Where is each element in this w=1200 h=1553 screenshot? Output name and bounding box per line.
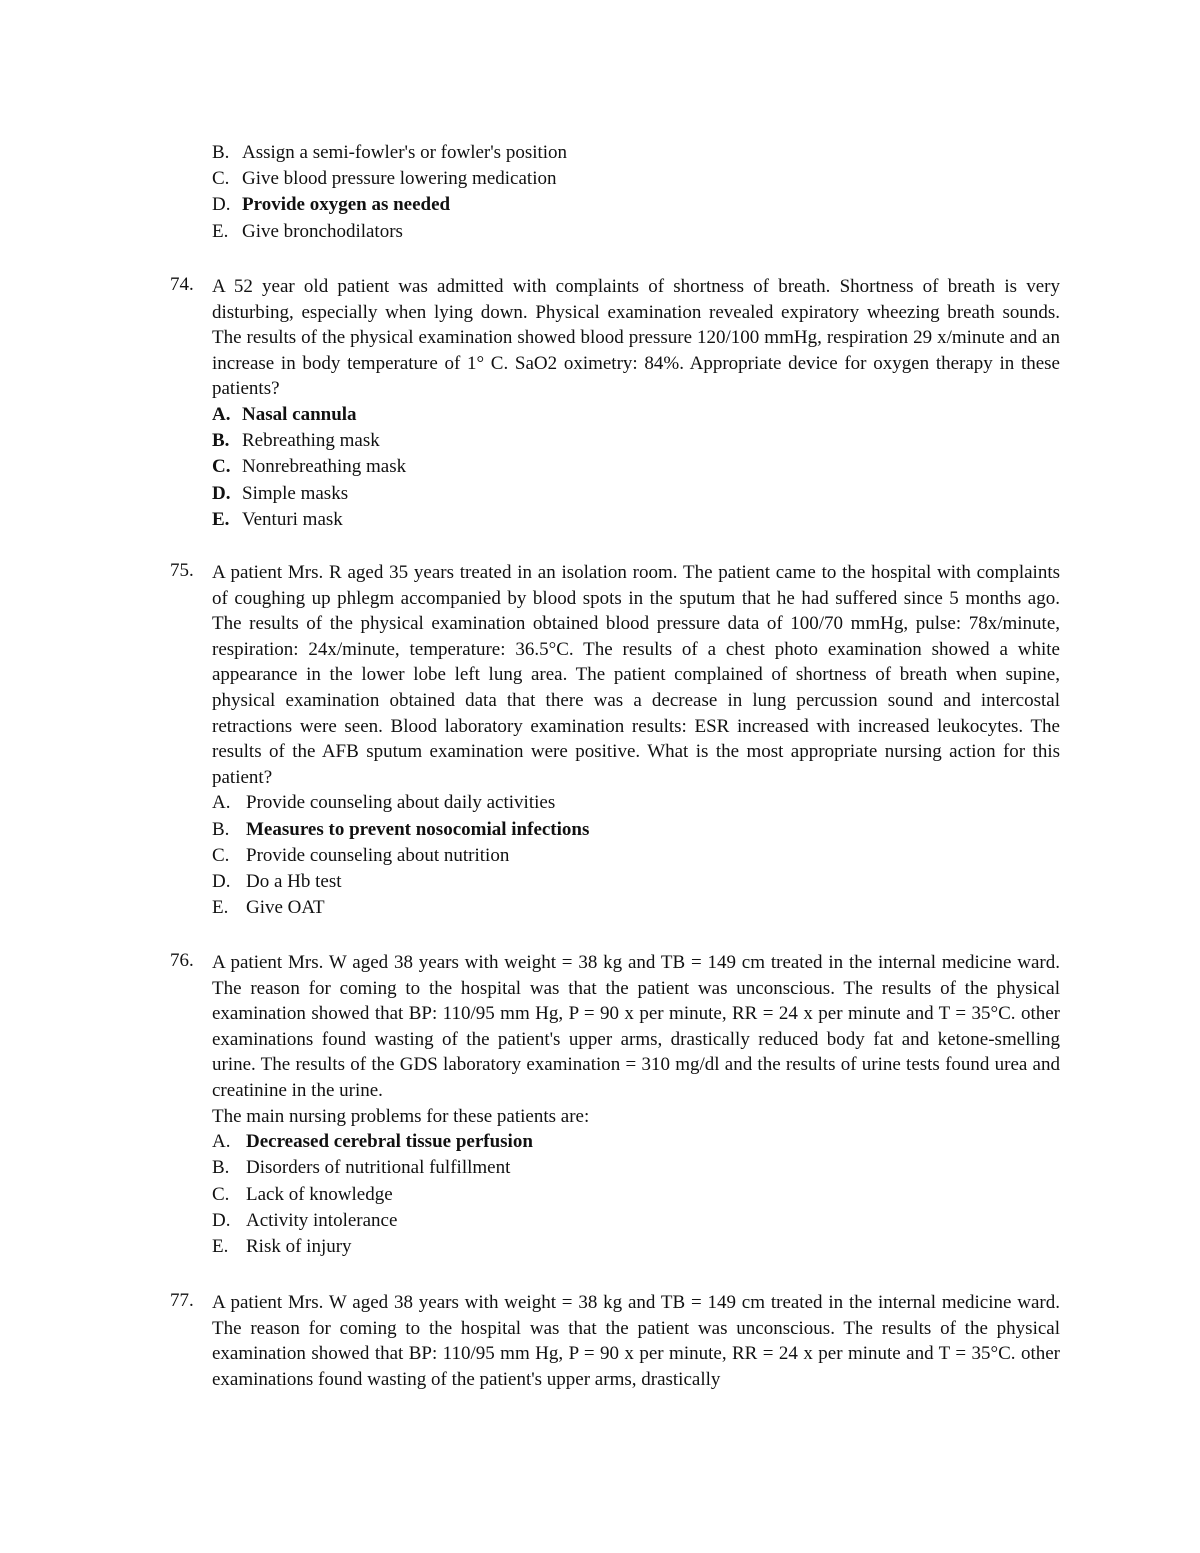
option-73-e bbox=[212, 219, 1060, 245]
option-74-c bbox=[212, 454, 1060, 480]
option-text: Venturi mask bbox=[242, 508, 343, 530]
question-text: A patient Mrs. W aged 38 years with weight = 38 kg and TB = 149 cm treated in the internal medicine ward. The reason for coming to the hospital was that the patient was unconscious. The results of the physical examination showed that BP: 110/95 mm Hg, P = 90 x per minute, RR = 24 x per minute and T = 35°C. other examinations found wasting of the patient's upper arms, drastically reduced body fat and ketone-smelling urine. The results of the GDS laboratory examination = 310 mg/dl and the results of urine tests found urea and creatinine in the urine. bbox=[212, 952, 1060, 1101]
option-letter: E. bbox=[212, 220, 229, 242]
option-text: Risk of injury bbox=[246, 1235, 352, 1257]
option-74-b bbox=[212, 428, 1060, 454]
option-74-d bbox=[212, 481, 1060, 507]
option-letter: C. bbox=[212, 1183, 230, 1205]
option-letter: B. bbox=[212, 142, 230, 163]
question-74 bbox=[170, 274, 1060, 533]
option-text: Give OAT bbox=[246, 897, 325, 919]
question-74-options bbox=[212, 402, 1060, 533]
question-number: 76. bbox=[170, 950, 194, 971]
option-letter: E. bbox=[212, 508, 230, 530]
question-73-tail bbox=[170, 140, 1060, 245]
question-number: 77. bbox=[170, 1290, 194, 1311]
option-73-c bbox=[212, 166, 1060, 192]
option-75-b bbox=[212, 817, 1060, 843]
option-letter: D. bbox=[212, 870, 231, 892]
question-text: A patient Mrs. W aged 38 years with weight = 38 kg and TB = 149 cm treated in the internal medicine ward. The reason for coming to the hospital was that the patient was unconscious. The results of the physical examination showed that BP: 110/95 mm Hg, P = 90 x per minute, RR = 24 x per minute and T = 35°C. other examinations found wasting of the patient's upper arms, drastically bbox=[212, 1292, 1060, 1390]
option-75-d bbox=[212, 869, 1060, 895]
option-letter: E. bbox=[212, 1235, 229, 1257]
question-75 bbox=[170, 560, 1060, 921]
option-text: Simple masks bbox=[242, 482, 349, 504]
option-letter: C. bbox=[212, 844, 230, 866]
option-text: Provide counseling about nutrition bbox=[246, 844, 510, 866]
option-text-correct: Measures to prevent nosocomial infections bbox=[246, 818, 590, 840]
question-73-options bbox=[212, 140, 1060, 245]
option-text: Do a Hb test bbox=[246, 870, 342, 892]
option-74-a bbox=[212, 402, 1060, 428]
option-text: Give bronchodilators bbox=[242, 220, 403, 242]
option-74-e bbox=[212, 507, 1060, 533]
option-75-c bbox=[212, 843, 1060, 869]
option-text: Rebreathing mask bbox=[242, 430, 380, 452]
option-letter: B. bbox=[212, 818, 230, 840]
option-text: Provide counseling about daily activities bbox=[246, 792, 556, 814]
option-letter: D. bbox=[212, 194, 231, 216]
option-letter: A. bbox=[212, 792, 231, 814]
option-73-b bbox=[212, 140, 1060, 166]
option-letter: A. bbox=[212, 403, 231, 425]
question-text: A 52 year old patient was admitted with complaints of shortness of breath. Shortness of breath is very disturbing, especially when lying down. Physical examination revealed expiratory wheezing breath sounds. The results of the physical examination showed blood pressure 120/100 mmHg, respiration 29 x/minute and an increase in body temperature of 1° C. SaO2 oximetry: 84%. Appropriate device for oxygen therapy in these patients? bbox=[212, 276, 1060, 400]
option-letter: D. bbox=[212, 1209, 231, 1231]
question-text: A patient Mrs. R aged 35 years treated in an isolation room. The patient came to the hospital with complaints of coughing up phlegm accompanied by blood spots in the sputum that he had suffered since 5 months ago. The results of the physical examination obtained blood pressure data of 100/70 mmHg, pulse: 78x/minute, respiration: 24x/minute, temperature: 36.5°C. The results of a chest photo examination showed a white appearance in the lower lobe left lung area. The patient complained of shortness of breath when supine, physical examination obtained data that there was a decrease in lung percussion sound and intercostal retractions were seen. Blood laboratory examination results: ESR increased with increased leukocytes. The results of the AFB sputum examination were positive. What is the most appropriate nursing action for this patient? bbox=[212, 562, 1060, 788]
option-text-correct: Provide oxygen as needed bbox=[242, 194, 451, 216]
option-75-a bbox=[212, 790, 1060, 816]
option-letter: C. bbox=[212, 456, 231, 478]
option-73-d bbox=[212, 192, 1060, 218]
option-76-b bbox=[212, 1155, 1060, 1181]
question-76 bbox=[170, 950, 1060, 1260]
option-text: Give blood pressure lowering medication bbox=[242, 168, 557, 190]
option-76-d bbox=[212, 1208, 1060, 1234]
option-text: Lack of knowledge bbox=[246, 1183, 393, 1205]
option-letter: D. bbox=[212, 482, 231, 504]
option-letter: C. bbox=[212, 168, 230, 190]
option-letter: E. bbox=[212, 897, 229, 919]
option-letter: A. bbox=[212, 1131, 231, 1153]
question-76-options bbox=[212, 1129, 1060, 1260]
option-text-correct: Nasal cannula bbox=[242, 403, 357, 425]
option-letter: B. bbox=[212, 430, 230, 452]
question-75-options bbox=[212, 790, 1060, 921]
option-text-correct: Decreased cerebral tissue perfusion bbox=[246, 1131, 533, 1153]
option-text: Assign a semi-fowler's or fowler's position bbox=[242, 142, 568, 163]
option-76-a bbox=[212, 1129, 1060, 1155]
option-76-c bbox=[212, 1182, 1060, 1208]
option-76-e bbox=[212, 1234, 1060, 1260]
option-text: Nonrebreathing mask bbox=[242, 456, 407, 478]
question-number: 75. bbox=[170, 560, 194, 581]
option-75-e bbox=[212, 895, 1060, 921]
question-77 bbox=[170, 1290, 1060, 1392]
question-number: 74. bbox=[170, 274, 194, 295]
option-letter: B. bbox=[212, 1157, 230, 1179]
option-text: Disorders of nutritional fulfillment bbox=[246, 1157, 511, 1179]
question-followup: The main nursing problems for these patients are: bbox=[212, 1105, 590, 1127]
option-text: Activity intolerance bbox=[246, 1209, 398, 1231]
